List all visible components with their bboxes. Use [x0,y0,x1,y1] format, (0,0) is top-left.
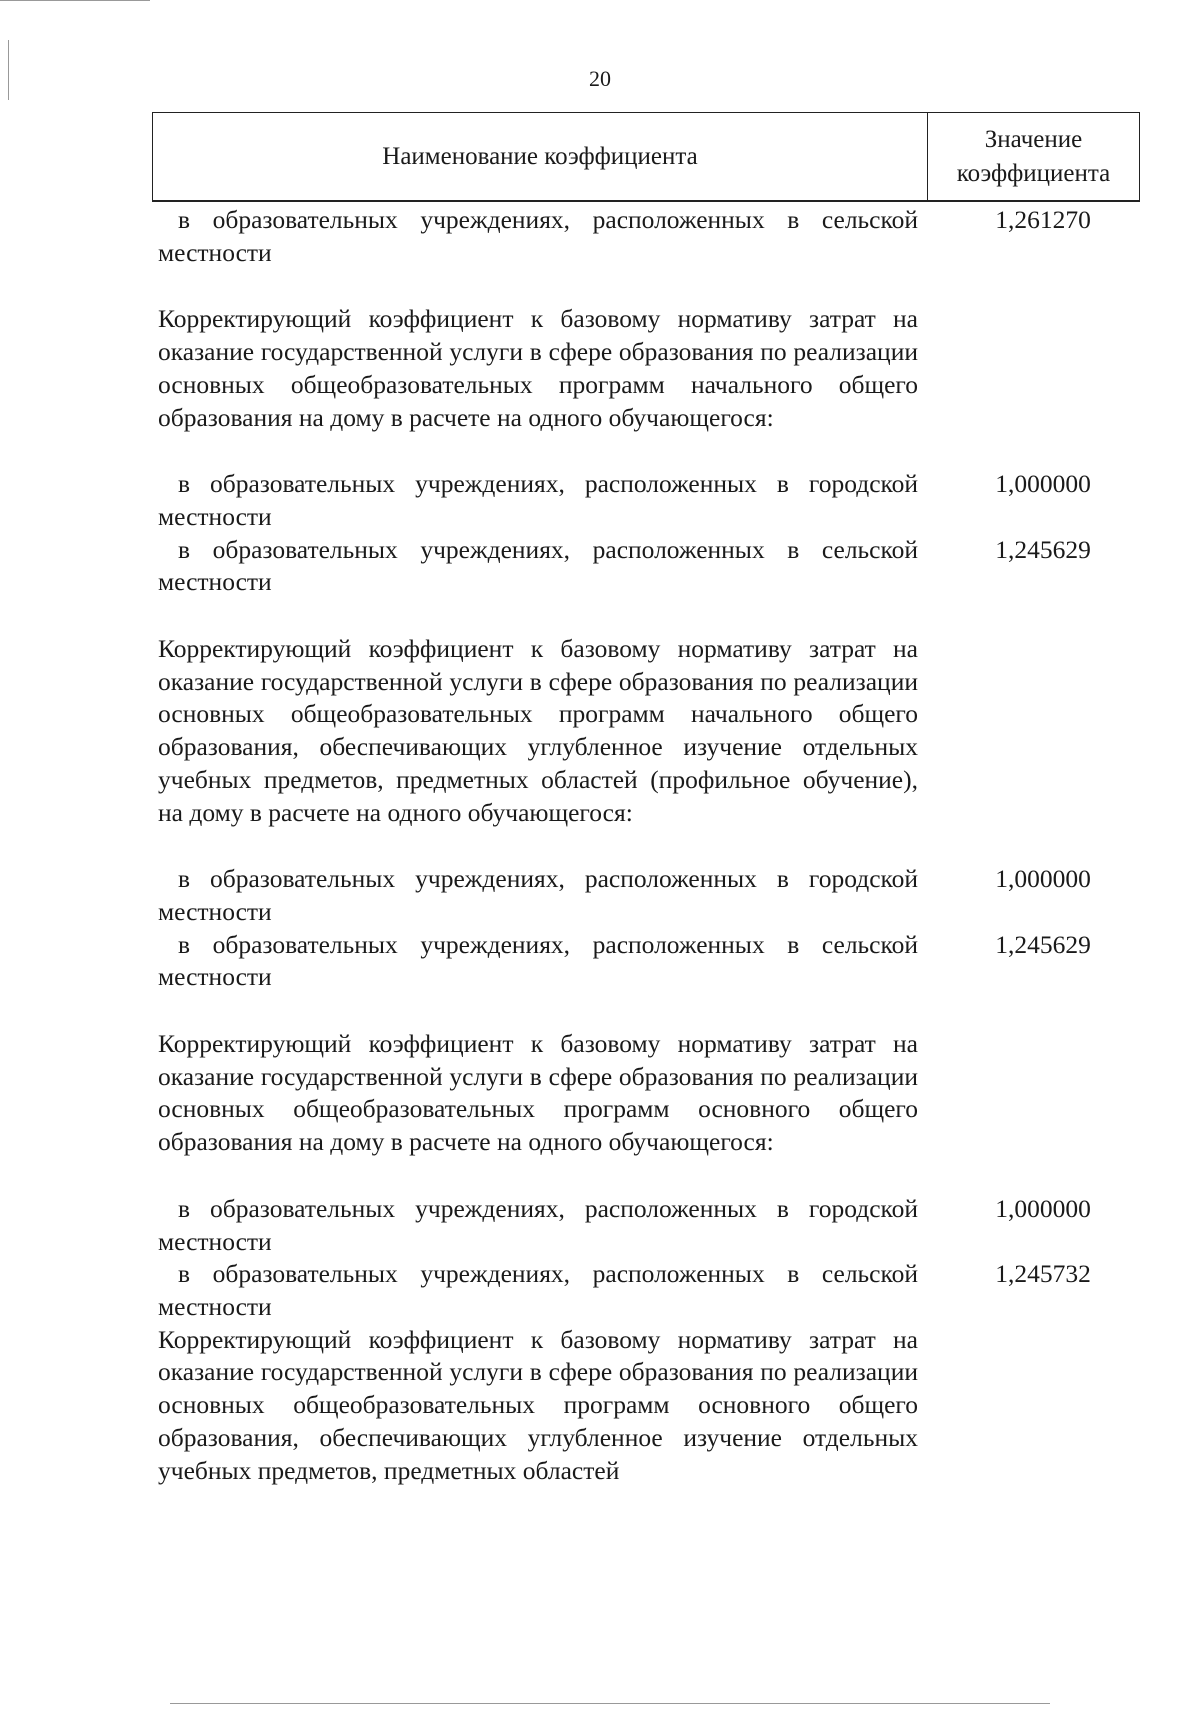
row-value: 1,245732 [995,1259,1091,1289]
row-label: в образовательных учреждениях, расположенных в городской местности [158,469,918,531]
row-label: в образовательных учреждениях, расположенных в сельской местности [158,534,918,597]
row-label: в образовательных учреждениях, расположенных в городской местности [158,864,918,926]
header-name-column: Наименование коэффициента [153,113,928,200]
row-value: 1,245629 [995,534,1091,564]
row-heading: Корректирующий коэффициент к базовому нормативу затрат на оказание государственной услуги в сфере образования по реализации основных общеобразовательных программ основного общего образования на дому в расчете на одного обучающегося: [158,1029,918,1157]
page-number: 20 [589,66,611,91]
scan-edge-mark [170,1703,1050,1704]
row-value [918,303,1148,434]
row-value: 1,245629 [995,929,1091,959]
table-row [158,1324,1148,1488]
table-row [158,1193,1148,1258]
scan-edge-mark [0,0,150,1]
row-label: в образовательных учреждениях, расположенных в сельской местности [158,929,918,992]
table-row [158,534,1148,599]
table-row [158,468,1148,533]
row-value [918,1028,1148,1159]
table-header [152,112,1140,202]
table-row [158,204,1148,269]
header-value-column: Значение коэффициента [956,125,1111,187]
row-label: в образовательных учреждениях, расположенных в городской местности [158,1193,918,1256]
table-row [158,1028,1148,1159]
row-value: 1,000000 [995,1193,1091,1223]
row-value [918,633,1148,829]
row-heading: Корректирующий коэффициент к базовому нормативу затрат на оказание государственной услуги в сфере образования по реализации основных общеобразовательных программ начального общего образования, обеспечивающих углубленное изучение отдельных учебных предметов, предметных областей (профильное обучение), на дому в расчете на одного обучающегося: [158,634,918,827]
row-heading: Корректирующий коэффициент к базовому нормативу затрат на оказание государственной услуги в сфере образования по реализации основных общеобразовательных программ начального общего образования на дому в расчете на одного обучающегося: [158,304,918,432]
table-row [158,863,1148,928]
row-heading: Корректирующий коэффициент к базовому нормативу затрат на оказание государственной услуги в сфере образования по реализации основных общеобразовательных программ основного общего образования, обеспечивающих углубленное изучение отдельных учебных предметов, предметных областей [158,1324,918,1485]
row-value: 1,000000 [995,469,1091,499]
row-label: в образовательных учреждениях, расположенных в сельской местности [158,1259,918,1321]
row-label: в образовательных учреждениях, расположенных в сельской местности [158,205,918,267]
table-row [158,1258,1148,1323]
coefficient-table-body [158,204,1148,1487]
table-row [158,303,1148,434]
row-value: 1,261270 [995,205,1091,234]
row-value: 1,000000 [995,864,1091,894]
table-row [158,929,1148,994]
table-row [158,633,1148,829]
row-value [918,1324,1148,1488]
